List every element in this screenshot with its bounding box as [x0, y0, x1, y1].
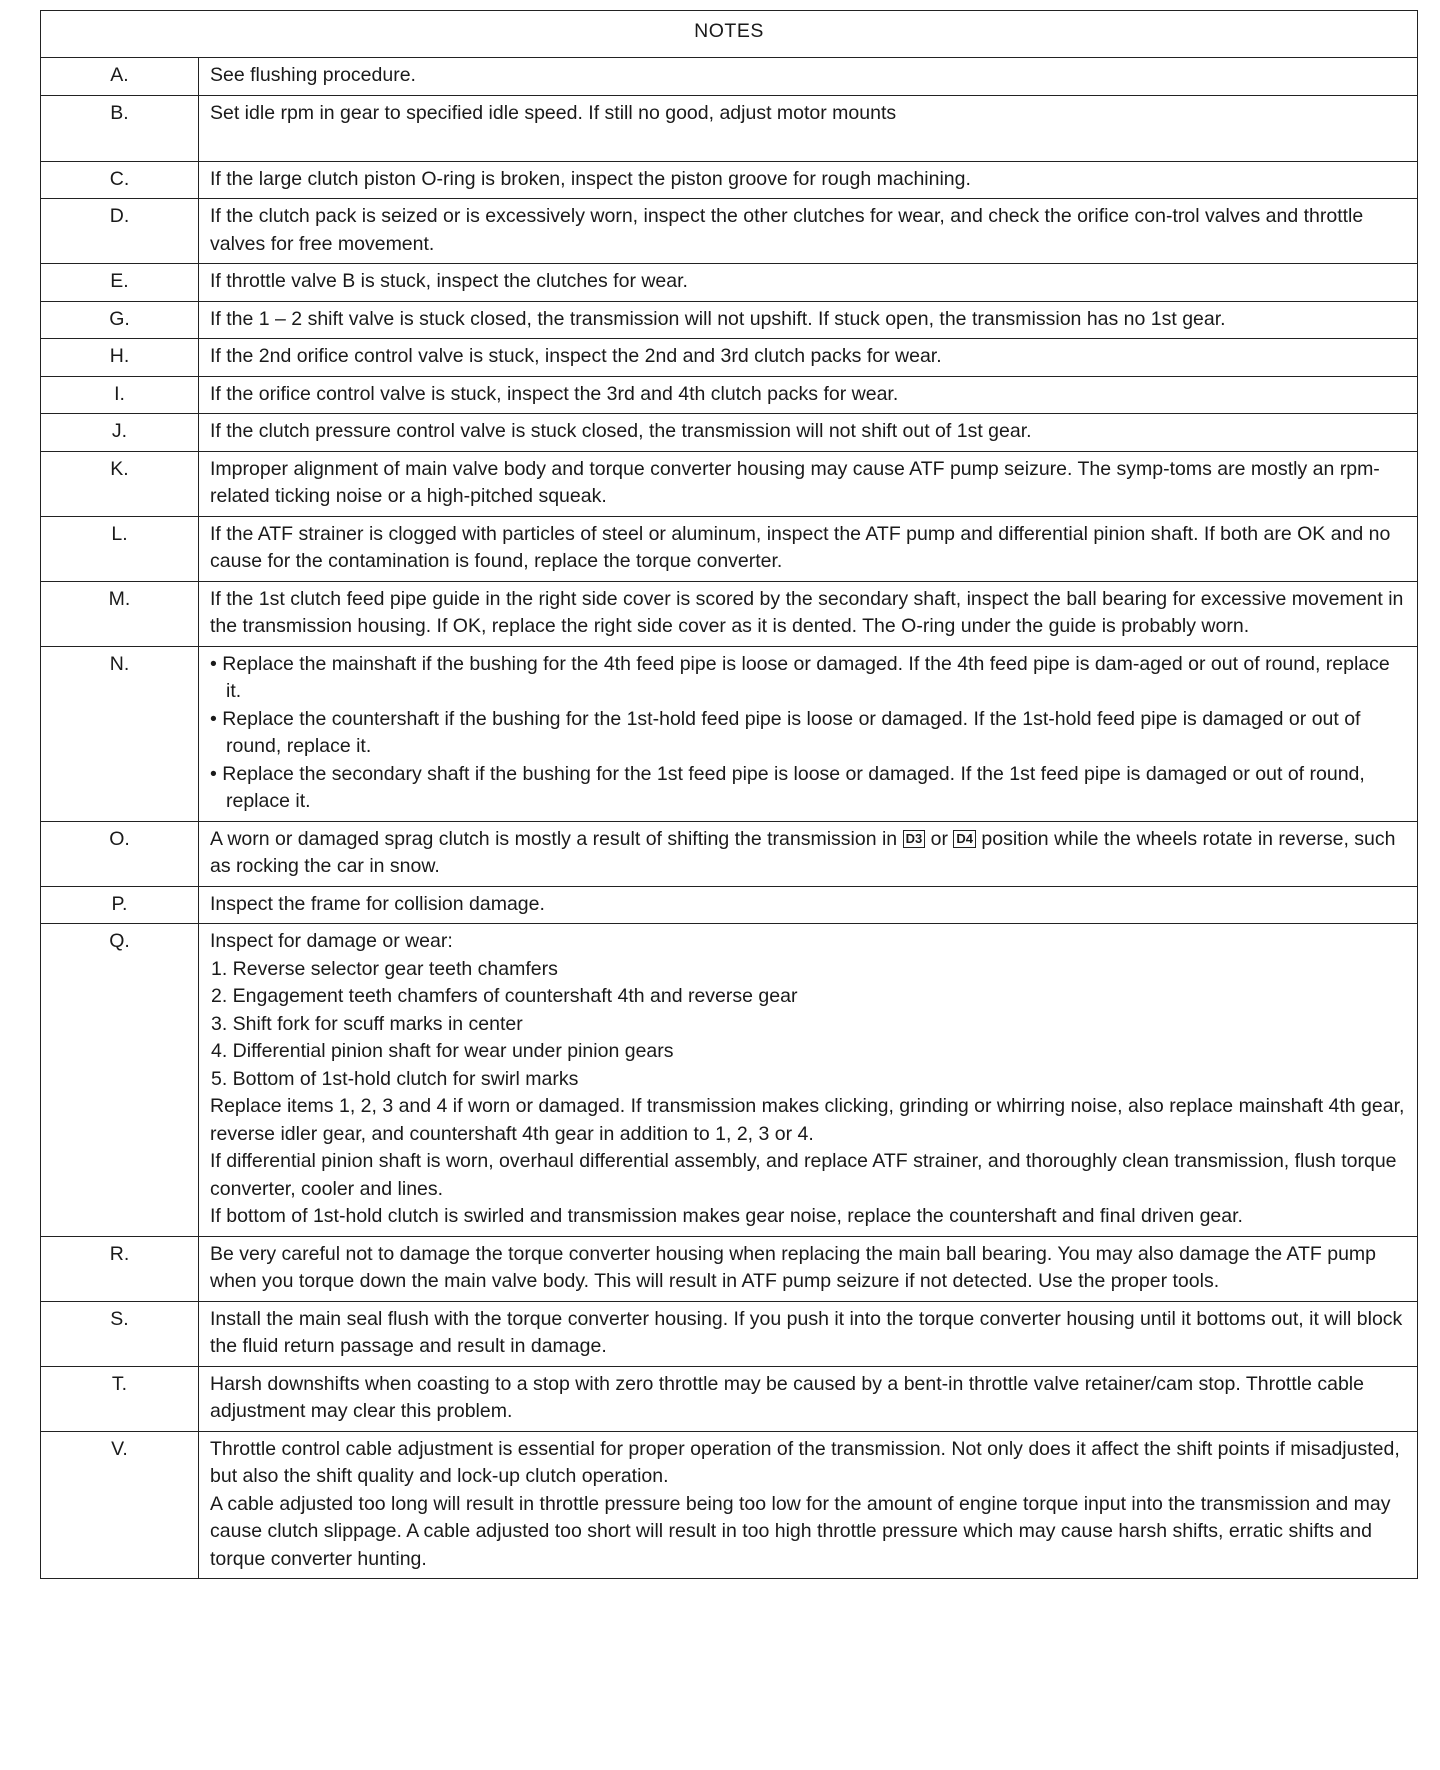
note-text [210, 826, 1407, 881]
note-list-item: 5. Bottom of 1st-hold clutch for swirl marks [211, 1067, 579, 1090]
note-paragraph: Replace items 1, 2, 3 and 4 if worn or damaged. If transmission makes clicking, grinding or whirring noise, also replace mainshaft 4th gear, reverse idler gear, and countershaft 4th gear in addition to 1, 2, 3 or 4. [210, 1095, 1405, 1145]
note-letter: B. [41, 95, 199, 161]
note-intro: Inspect for damage or wear: [210, 930, 453, 952]
note-text-after: position while the wheels rotate in reverse, such as rocking the car in snow. [210, 827, 1396, 877]
note-bullet-text: Replace the countershaft if the bushing for the 1st-hold feed pipe is loose or damaged. If the 1st-hold feed pipe is damaged or out of round, replace it. [222, 707, 1361, 757]
note-letter: K. [41, 451, 199, 516]
note-row-v [41, 1431, 1418, 1579]
note-text: If the 1st clutch feed pipe guide in the right side cover is scored by the secondary shaft, inspect the ball bearing for excessive movement in the transmission housing. If OK, replace the right side cover as it is dented. The O-ring under the guide is probably worn. [210, 587, 1404, 637]
note-text: Inspect the frame for collision damage. [210, 892, 545, 915]
note-row-q [41, 924, 1418, 1237]
note-text-before: A worn or damaged sprag clutch is mostly a result of shifting the transmission in [210, 827, 903, 850]
note-paragraph: If bottom of 1st-hold clutch is swirled and transmission makes gear noise, replace the countershaft and final driven gear. [210, 1205, 1243, 1227]
note-row-c [41, 161, 1418, 199]
note-row-o [41, 821, 1418, 886]
note-bullet: • Replace the mainshaft if the bushing for the 4th feed pipe is loose or damaged. If the 4th feed pipe is dam-aged or out of round, replace it. [210, 652, 1390, 702]
note-list-item: 4. Differential pinion shaft for wear under pinion gears [211, 1040, 674, 1062]
note-letter: L. [41, 516, 199, 581]
note-text: Set idle rpm in gear to specified idle speed. If still no good, adjust motor mounts [210, 101, 897, 124]
note-paragraph: If differential pinion shaft is worn, overhaul differential assembly, and replace ATF strainer, and thoroughly clean transmission, flush torque converter, cooler and lines. [210, 1150, 1397, 1200]
note-bullet: • Replace the secondary shaft if the bushing for the 1st feed pipe is loose or damaged. If the 1st feed pipe is damaged or out of round, replace it. [210, 762, 1365, 812]
note-bullet-text: Replace the mainshaft if the bushing for the 4th feed pipe is loose or damaged. If the 4th feed pipe is dam-aged or out of round, replace it. [222, 652, 1390, 702]
note-text: If the clutch pressure control valve is stuck closed, the transmission will not shift out of 1st gear. [210, 420, 1032, 442]
note-letter: S. [41, 1301, 199, 1366]
note-row-n [41, 646, 1418, 821]
note-list-item: 2. Engagement teeth chamfers of countershaft 4th and reverse gear [211, 985, 798, 1007]
note-bullet-text: Replace the secondary shaft if the bushing for the 1st feed pipe is loose or damaged. If the 1st feed pipe is damaged or out of round, replace it. [222, 762, 1365, 812]
note-row-k [41, 451, 1418, 516]
note-letter: V. [41, 1431, 199, 1579]
note-letter: Q. [41, 924, 199, 1237]
note-row-s [41, 1301, 1418, 1366]
note-bullet: • Replace the countershaft if the bushing for the 1st-hold feed pipe is loose or damaged. If the 1st-hold feed pipe is damaged or out of round, replace it. [210, 707, 1361, 757]
notes-table [40, 10, 1418, 1579]
note-text-mid: or [925, 827, 954, 850]
note-text: A cable adjusted too long will result in throttle pressure being too low for the amount of engine torque input into the transmission and may cause clutch slippage. A cable adjusted too short will result in too high throttle pressure which may cause harsh shifts, erratic shifts and torque converter hunting. [210, 1492, 1391, 1570]
note-text: If the 2nd orifice control valve is stuck, inspect the 2nd and 3rd clutch packs for wear. [210, 345, 942, 367]
note-row-a [41, 58, 1418, 96]
note-text: If throttle valve B is stuck, inspect the clutches for wear. [210, 270, 688, 292]
notes-header-row [41, 11, 1418, 58]
note-row-e [41, 264, 1418, 302]
note-row-d [41, 199, 1418, 264]
note-row-t [41, 1366, 1418, 1431]
note-text: If the large clutch piston O-ring is broken, inspect the piston groove for rough machining. [210, 167, 971, 190]
note-letter: D. [41, 199, 199, 264]
note-text: Throttle control cable adjustment is essential for proper operation of the transmission. Not only does it affect the shift points if misadjusted, but also the shift quality and lock-up clutch operation. [210, 1437, 1400, 1487]
note-text: If the ATF strainer is clogged with particles of steel or aluminum, inspect the ATF pump and differential pinion shaft. If both are OK and no cause for the contamination is found, replace the torque converter. [210, 522, 1391, 572]
note-text: Be very careful not to damage the torque converter housing when replacing the main ball bearing. You may also damage the ATF pump when you torque down the main valve body. This will result in ATF pump seizure if not detected. Use the proper tools. [210, 1242, 1377, 1292]
note-letter: E. [41, 264, 199, 302]
note-row-l [41, 516, 1418, 581]
note-letter: A. [41, 58, 199, 96]
note-row-m [41, 581, 1418, 646]
note-row-i [41, 376, 1418, 414]
d3-position-symbol: D3 [903, 830, 926, 848]
note-letter: C. [41, 161, 199, 199]
note-letter: I. [41, 376, 199, 414]
note-row-h [41, 339, 1418, 377]
note-letter: R. [41, 1236, 199, 1301]
note-letter: G. [41, 301, 199, 339]
note-text: If the orifice control valve is stuck, inspect the 3rd and 4th clutch packs for wear. [210, 382, 899, 405]
note-list-item: 1. Reverse selector gear teeth chamfers [211, 957, 558, 980]
note-text: See flushing procedure. [210, 64, 416, 86]
note-letter: M. [41, 581, 199, 646]
note-row-p [41, 886, 1418, 924]
note-row-j [41, 414, 1418, 452]
notes-header: NOTES [41, 11, 1418, 58]
notes-page [40, 10, 1418, 1579]
note-letter: O. [41, 821, 199, 886]
note-letter: H. [41, 339, 199, 377]
note-text: Install the main seal flush with the torque converter housing. If you push it into the torque converter housing until it bottoms out, it will block the fluid return passage and result in damage. [210, 1307, 1403, 1357]
note-row-g [41, 301, 1418, 339]
d4-position-symbol: D4 [953, 830, 976, 848]
note-letter: T. [41, 1366, 199, 1431]
note-row-r [41, 1236, 1418, 1301]
note-text: Improper alignment of main valve body and torque converter housing may cause ATF pump seizure. The symp-toms are mostly an rpm-related ticking noise or a high-pitched squeak. [210, 457, 1380, 507]
note-row-b [41, 95, 1418, 161]
note-text: Harsh downshifts when coasting to a stop with zero throttle may be caused by a bent-in throttle valve retainer/cam stop. Throttle cable adjustment may clear this problem. [210, 1372, 1364, 1422]
note-list-item: 3. Shift fork for scuff marks in center [211, 1012, 523, 1035]
note-text: If the 1 – 2 shift valve is stuck closed, the transmission will not upshift. If stuck open, the transmission has no 1st gear. [210, 307, 1226, 330]
note-letter: P. [41, 886, 199, 924]
note-letter: J. [41, 414, 199, 452]
note-text: If the clutch pack is seized or is excessively worn, inspect the other clutches for wear, and check the orifice con-trol valves and throttle valves for free movement. [210, 205, 1364, 255]
note-letter: N. [41, 646, 199, 821]
